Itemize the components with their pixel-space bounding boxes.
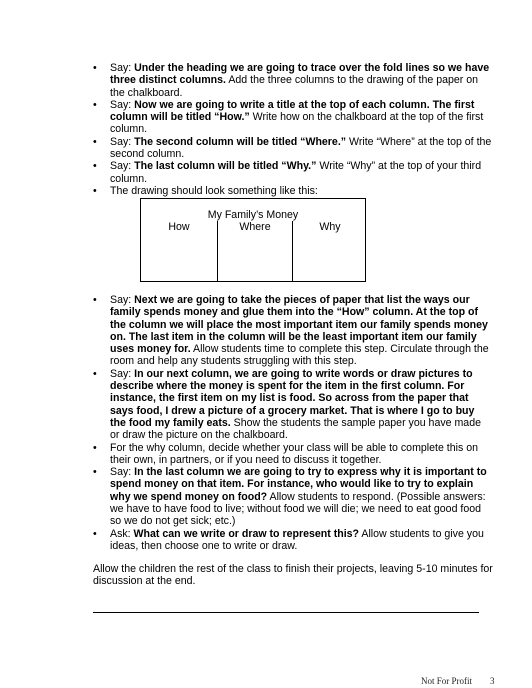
horizontal-rule — [93, 612, 479, 613]
diagram-column-how: How — [168, 221, 190, 233]
page-number: 3 — [490, 676, 495, 686]
list-item: • Say: The second column will be titled “Where.” Write “Where” at the top of the second column. — [93, 136, 493, 161]
list-item: • Say: Under the heading we are going to trace over the fold lines so we have three distinct columns. Add the three columns to the drawing of the paper on the chalkboard. — [93, 62, 493, 99]
diagram-divider — [292, 221, 293, 281]
list-item: • Say: Now we are going to write a title at the top of each column. The first column will be titled “How.” Write how on the chalkboard at the top of the first column. — [93, 99, 493, 136]
list-item: • Ask: What can we write or draw to represent this? Allow students to give you ideas, then choose one to write or draw. — [93, 528, 493, 553]
list-item: • The drawing should look something like this: — [93, 185, 493, 197]
diagram-divider — [217, 221, 218, 281]
list-item: • For the why column, decide whether your class will be able to complete this on their own, in partners, or if you need to discuss it together. — [93, 442, 493, 467]
diagram-column-why: Why — [319, 221, 341, 233]
instruction-list-bottom — [93, 294, 493, 552]
list-item: • Say: Next we are going to take the pieces of paper that list the ways our family spends money and glue them into the “How” column. At the top of the column we will place the most important item our family spends money on. The last item in the column will be the least important item our family uses money for. Allow students time to complete this step. Circulate through the room and help any students struggling with this step. — [93, 294, 493, 368]
diagram-title: My Family’s Money — [207, 209, 299, 221]
footer-label: Not For Profit — [421, 676, 473, 686]
instruction-list-top — [93, 62, 493, 197]
page-footer — [421, 676, 495, 686]
diagram-column-where: Where — [239, 221, 271, 233]
list-item: • Say: In the last column we are going to try to express why it is important to spend money on that item. For instance, who would like to try to explain why we spend money on food? Allow students to respond. (Possible answers: we have to have food to live; without food we will die; we need to eat good food so we do not get sick; etc.) — [93, 466, 493, 527]
column-drawing-diagram — [140, 198, 366, 282]
list-item: • Say: The last column will be titled “Why.” Write “Why” at the top of your third column. — [93, 160, 493, 185]
list-item: • Say: In our next column, we are going to write words or draw pictures to describe where the money is spent for the item in the first column. For instance, the first item on my list is food. So across from the paper that says food, I drew a picture of a grocery market. That is where I go to buy the food my family eats. Show the students the sample paper you have made or draw the picture on the chalkboard. — [93, 368, 493, 442]
closing-paragraph: Allow the children the rest of the class to finish their projects, leaving 5-10 minutes for discussion at the end. — [93, 563, 493, 588]
